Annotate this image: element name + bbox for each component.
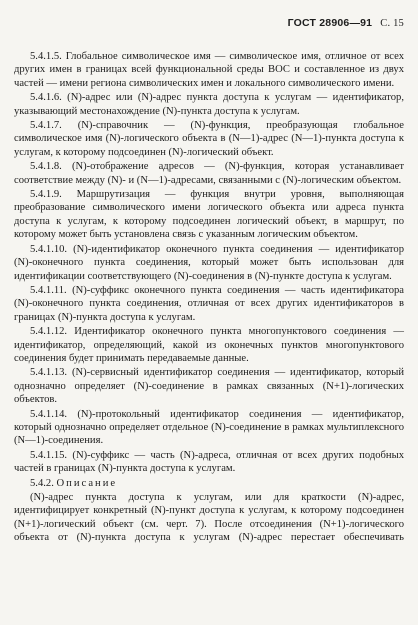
definition-5-4-1-5: 5.4.1.5. Глобальное символическое имя — символическое имя, отличное от всех других имен в границах всей функциональной среды ВОС и составленное из двух частей — имени региона символических имен и локального символического имени. <box>14 51 404 89</box>
section-heading <box>14 477 404 490</box>
page-number: С. 15 <box>380 18 404 29</box>
body-text <box>14 50 404 546</box>
section-title: Описание <box>56 477 118 489</box>
page-header <box>288 17 404 29</box>
definition-5-4-1-8: 5.4.1.8. (N)-отображение адресов — (N)-функция, которая устанавливает соответствие между (N)- и (N—1)-адресами, связанными с (N)-логическим объектом. <box>14 161 404 186</box>
definition-5-4-1-13: 5.4.1.13. (N)-сервисный идентификатор соединения — идентификатор, который однозначно определяет (N)-соединение в рамках связанных (N+1)-логических объектов. <box>14 367 404 406</box>
definition-5-4-1-9: 5.4.1.9. Маршрутизация — функция внутри уровня, выполняющая преобразование символического имени логического объекта или адреса пункта доступа к услугам, к которому подсоединен логический объект, в маршрут, по которому может быть установлена связь с указанным логическим объектом. <box>14 189 404 241</box>
standard-number: ГОСТ 28906—91 <box>287 17 373 29</box>
definition-5-4-1-7: 5.4.1.7. (N)-справочник — (N)-функция, преобразующая глобальное символическое имя (N)-логического объекта в (N—1)-адрес (N—1)-пункта доступа к услугам, к которому подсоединен (N)-логический объект. <box>14 120 404 158</box>
definition-5-4-1-6: 5.4.1.6. (N)-адрес или (N)-адрес пункта доступа к услугам — идентификатор, указывающий местонахождение (N)-пункта доступа к услугам. <box>14 92 404 117</box>
definition-5-4-1-14: 5.4.1.14. (N)-протокольный идентификатор соединения — идентификатор, который однозначно определяет отдельное (N)-соединение в рамках мультиплексного (N—1)-соединения. <box>14 408 404 447</box>
definition-5-4-1-15: 5.4.1.15. (N)-суффикс — часть (N)-адреса, отличная от всех других подобных частей в границах (N)-пункта доступа к услугам. <box>14 449 404 475</box>
definition-5-4-1-11: 5.4.1.11. (N)-суффикс оконечного пункта соединения — часть идентификатора (N)-оконечного пункта соединения, отличная от всех других идентификаторов в границах (N)-пункта доступа к услугам. <box>14 284 404 323</box>
section-number: 5.4.2. <box>30 477 54 489</box>
definition-5-4-1-10: 5.4.1.10. (N)-идентификатор оконечного пункта соединения — идентификатор (N)-оконечного пункта соединения, который может быть использован для идентификации соответствующего (N)-соединения в (N)-пункте доступа к услугам. <box>14 243 404 282</box>
description-paragraph: (N)-адрес пункта доступа к услугам, или для краткости (N)-адрес, идентифицирует конкретный (N)-пункт доступа к услугам, к которому подсоединен (N+1)-логический объект (см. черт. 7). После отсоединения (N+1)-логического объекта от (N)-пункта доступа к услугам (N)-адрес перестает обеспечивать <box>14 492 404 544</box>
definition-5-4-1-12: 5.4.1.12. Идентификатор оконечного пункта многопунктового соединения — идентификатор, определяющий, какой из оконечных пунктов многопунктового соединения будет принимать передаваемые данные. <box>14 326 404 364</box>
